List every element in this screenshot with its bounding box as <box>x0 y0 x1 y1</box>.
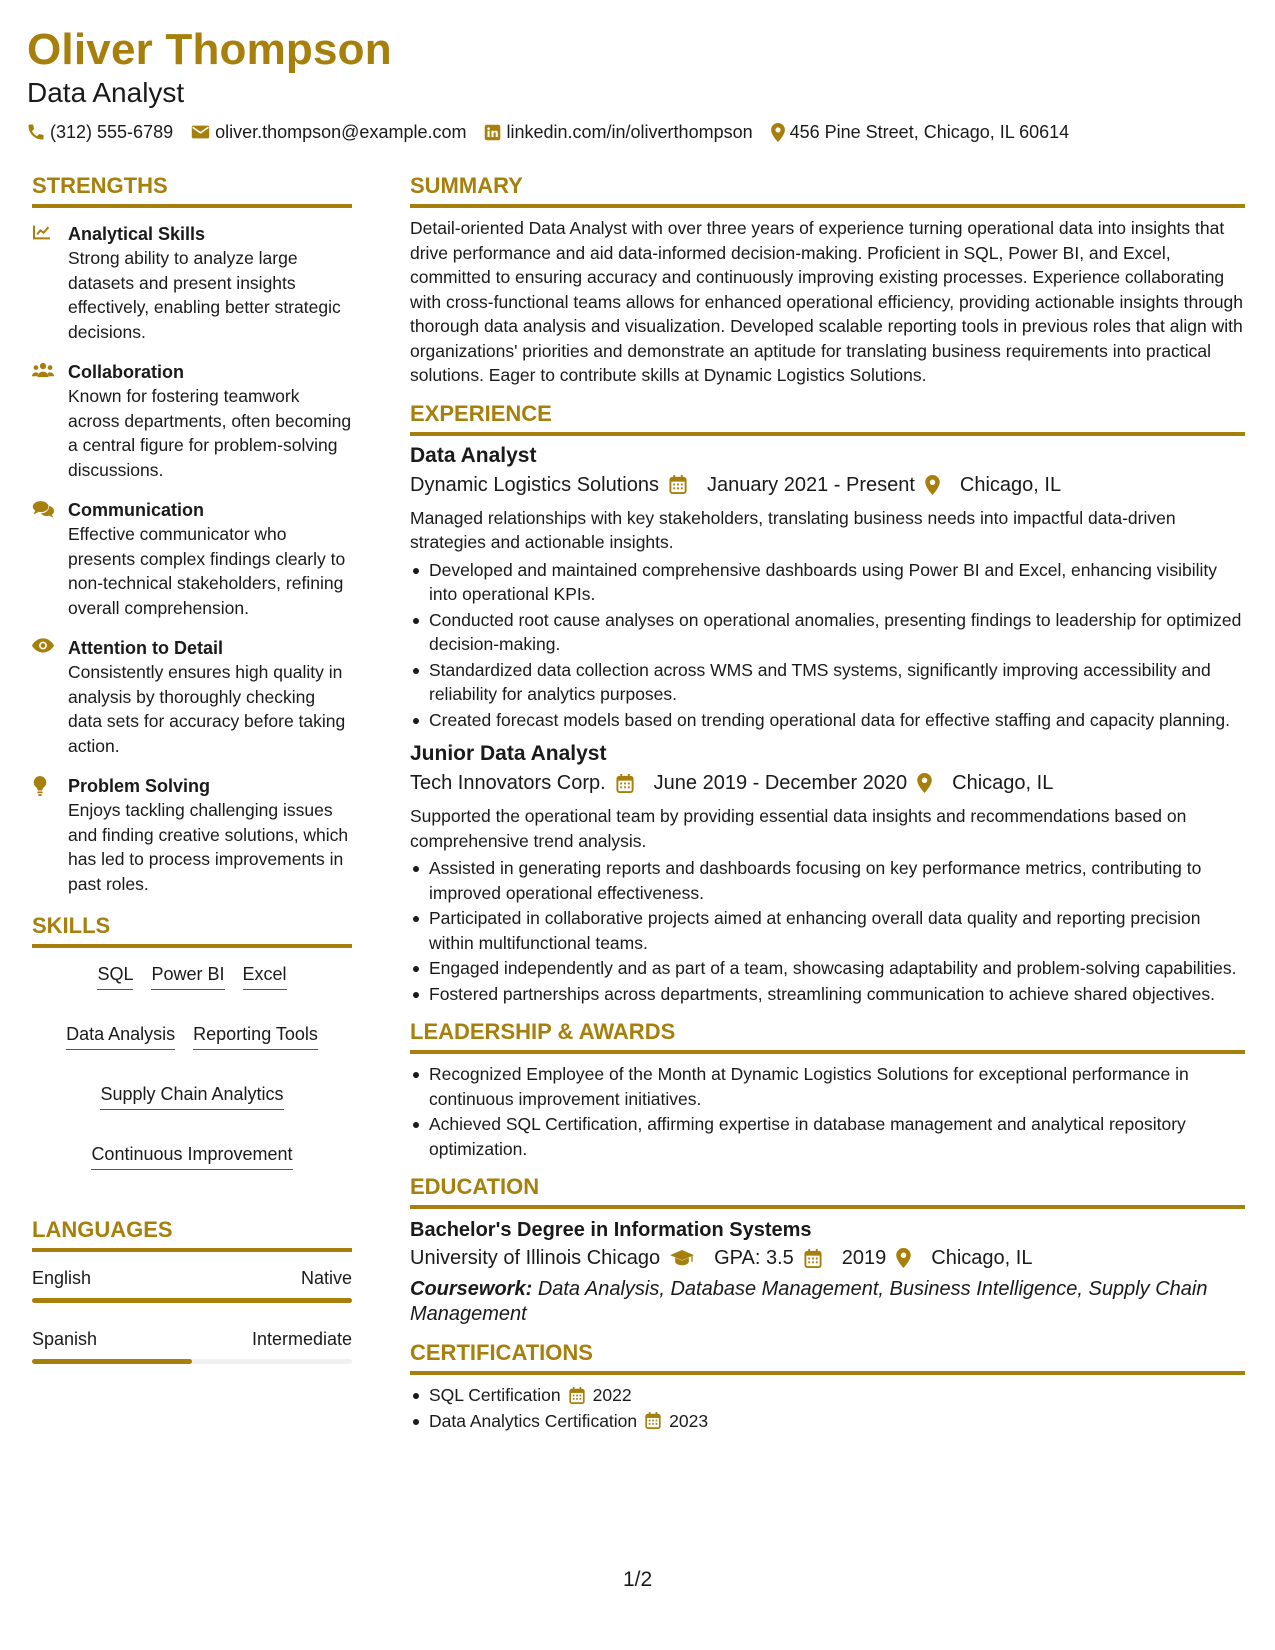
education-heading: EDUCATION <box>410 1173 1245 1209</box>
certification-name: SQL Certification <box>429 1385 561 1405</box>
strength-desc: Consistently ensures high quality in analysis by thoroughly checking data sets for accuracy before taking action. <box>68 662 346 756</box>
strength-desc: Strong ability to analyze large datasets and present insights effectively, enabling better strategic decisions. <box>68 248 341 342</box>
coursework-label: Coursework: <box>410 1278 533 1300</box>
eye-icon <box>32 638 54 653</box>
resume-header <box>27 24 1247 144</box>
email-text: oliver.thompson@example.com <box>215 122 467 142</box>
left-column <box>32 172 352 1388</box>
skill-tag: Continuous Improvement <box>91 1142 292 1170</box>
job-bullet: Engaged independently and as part of a team, showcasing adaptability and problem-solving capabilities. <box>410 956 1245 981</box>
language-name: Spanish <box>32 1329 98 1349</box>
certification-year: 2023 <box>669 1410 709 1431</box>
map-marker-icon <box>896 1248 911 1268</box>
job-summary: Managed relationships with key stakeholders, translating business needs into impactful data-driven strategies and actionable insights. <box>410 507 1176 552</box>
job-bullet: Fostered partnerships across departments, streamlining communication to achieve shared objectives. <box>410 982 1245 1007</box>
job-title: Junior Data Analyst <box>410 742 607 765</box>
leadership-item: Recognized Employee of the Month at Dynamic Logistics Solutions for exceptional performance in continuous improvement initiatives. <box>410 1062 1245 1111</box>
degree-title: Bachelor's Degree in Information Systems <box>410 1219 812 1241</box>
language-proficiency-fill <box>32 1359 192 1364</box>
job-bullet: Created forecast models based on trending operational data for effective staffing and capacity planning. <box>410 708 1245 733</box>
job-bullet: Developed and maintained comprehensive dashboards using Power BI and Excel, enhancing visibility into operational KPIs. <box>410 558 1245 607</box>
language-proficiency-bar <box>32 1359 352 1364</box>
users-icon <box>32 362 54 378</box>
graduation-cap-icon <box>670 1250 694 1267</box>
gpa: GPA: 3.5 <box>714 1247 794 1269</box>
strength-title: Collaboration <box>68 362 184 382</box>
summary-text: Detail-oriented Data Analyst with over three years of experience turning operational data into insights that drive performance and aid data-informed decision-making. Proficient in SQL, Power BI, and Excel, committed to ensuring accuracy and continuously improving existing processes. Experience collaborating with cross-functional teams allows for enhanced operational efficiency, providing actionable insights through thorough data analysis and visualization. Developed scalable reporting tools in previous roles that align with organizations' priorities and demonstrate an aptitude for translating business requirements into practical solutions. Eager to contribute skills at Dynamic Logistics Solutions. <box>410 218 1244 385</box>
strengths-list <box>32 222 352 896</box>
linkedin-icon <box>484 124 501 141</box>
job-entry <box>410 442 1245 733</box>
skill-tag: Power BI <box>151 962 224 990</box>
job-bullet: Assisted in generating reports and dashboards focusing on key performance metrics, contributing to improved operational effectiveness. <box>410 856 1245 905</box>
strength-title: Analytical Skills <box>68 224 206 244</box>
lightbulb-icon <box>32 776 48 796</box>
job-dates: June 2019 - December 2020 <box>653 772 908 794</box>
comments-icon <box>32 500 54 518</box>
education-location: Chicago, IL <box>931 1247 1033 1269</box>
strength-item <box>32 360 352 482</box>
skills-heading: SKILLS <box>32 912 352 948</box>
job-meta <box>410 768 1245 798</box>
leadership-item: Achieved SQL Certification, affirming expertise in database management and analytical repository optimization. <box>410 1112 1245 1161</box>
languages-heading: LANGUAGES <box>32 1216 352 1252</box>
calendar-icon <box>804 1249 822 1268</box>
strength-desc: Effective communicator who presents complex findings clearly to non-technical stakeholders, refining overall comprehension. <box>68 524 346 618</box>
contact-address <box>771 120 1070 144</box>
map-marker-icon <box>771 123 785 142</box>
calendar-icon <box>669 475 687 494</box>
contact-bar <box>27 120 1247 144</box>
language-proficiency-fill <box>32 1298 352 1303</box>
job-entry <box>410 740 1245 1006</box>
coursework-list: Data Analysis, Database Management, Business Intelligence, Supply Chain Management <box>410 1278 1208 1325</box>
job-meta <box>410 470 1245 500</box>
strength-desc: Known for fostering teamwork across departments, often becoming a central figure for problem-solving discussions. <box>68 386 352 480</box>
calendar-icon <box>616 774 634 793</box>
strength-title: Communication <box>68 500 205 520</box>
job-location: Chicago, IL <box>959 473 1062 496</box>
job-company: Tech Innovators Corp. <box>410 772 606 794</box>
language-name: English <box>32 1268 92 1288</box>
calendar-icon <box>645 1412 661 1429</box>
job-location: Chicago, IL <box>952 772 1054 794</box>
job-dates: January 2021 - Present <box>707 473 915 496</box>
job-summary: Supported the operational team by providing essential data insights and recommendations based on comprehensive trend analysis. <box>410 806 1187 851</box>
skill-tag: Excel <box>243 962 287 990</box>
phone-text: (312) 555-6789 <box>50 122 174 142</box>
candidate-name: Oliver Thompson <box>27 25 392 74</box>
language-proficiency-bar <box>32 1298 352 1303</box>
strength-item <box>32 222 352 344</box>
language-level: Intermediate <box>251 1329 352 1349</box>
right-column <box>410 172 1245 1434</box>
chart-line-icon <box>32 224 52 240</box>
contact-linkedin[interactable] <box>484 120 752 144</box>
leadership-list <box>410 1062 1245 1161</box>
skill-tag: SQL <box>97 962 133 990</box>
leadership-heading: LEADERSHIP & AWARDS <box>410 1018 1245 1054</box>
school-name: University of Illinois Chicago <box>410 1247 661 1269</box>
graduation-year: 2019 <box>841 1247 887 1269</box>
skills-list <box>32 962 352 1170</box>
envelope-icon <box>191 124 210 140</box>
certification-name: Data Analytics Certification <box>429 1410 638 1431</box>
linkedin-text: linkedin.com/in/oliverthompson <box>506 122 753 142</box>
certification-item <box>410 1409 1245 1434</box>
phone-icon <box>27 123 45 141</box>
job-bullet: Standardized data collection across WMS and TMS systems, significantly improving accessibility and reliability for analytics purposes. <box>410 658 1245 707</box>
skill-tag: Reporting Tools <box>193 1022 318 1050</box>
calendar-icon <box>569 1387 585 1404</box>
job-bullet: Participated in collaborative projects aimed at enhancing overall data quality and reporting precision within multifunctional teams. <box>410 906 1245 955</box>
map-marker-icon <box>917 773 932 793</box>
strength-title: Problem Solving <box>68 776 211 796</box>
strength-title: Attention to Detail <box>68 638 223 658</box>
strength-item <box>32 774 352 896</box>
job-bullets <box>410 558 1245 733</box>
address-text: 456 Pine Street, Chicago, IL 60614 <box>789 122 1070 142</box>
languages-list <box>32 1266 352 1364</box>
summary-heading: SUMMARY <box>410 172 1245 208</box>
job-title: Data Analyst <box>410 443 537 467</box>
certifications-heading: CERTIFICATIONS <box>410 1339 1245 1375</box>
certification-year: 2022 <box>592 1385 632 1405</box>
certification-item <box>410 1383 1245 1408</box>
skill-tag: Data Analysis <box>66 1022 175 1050</box>
map-marker-icon <box>925 475 940 495</box>
contact-email[interactable] <box>191 120 466 144</box>
page-indicator: 1/2 <box>623 1568 653 1591</box>
strength-desc: Enjoys tackling challenging issues and finding creative solutions, which has led to process improvements in past roles. <box>68 800 349 894</box>
strengths-heading: STRENGTHS <box>32 172 352 208</box>
language-item <box>32 1266 352 1303</box>
job-bullets <box>410 856 1245 1006</box>
strength-item <box>32 498 352 620</box>
skill-tag: Supply Chain Analytics <box>100 1082 283 1110</box>
experience-heading: EXPERIENCE <box>410 400 1245 436</box>
contact-phone[interactable] <box>27 120 173 144</box>
language-item <box>32 1327 352 1364</box>
certifications-list <box>410 1383 1245 1433</box>
strength-item <box>32 636 352 758</box>
job-bullet: Conducted root cause analyses on operational anomalies, presenting findings to leadership for optimized decision-making. <box>410 608 1245 657</box>
coursework <box>410 1277 1245 1327</box>
job-company: Dynamic Logistics Solutions <box>410 473 659 496</box>
candidate-title: Data Analyst <box>27 77 185 108</box>
language-level: Native <box>300 1268 352 1288</box>
education-meta <box>410 1243 1245 1273</box>
